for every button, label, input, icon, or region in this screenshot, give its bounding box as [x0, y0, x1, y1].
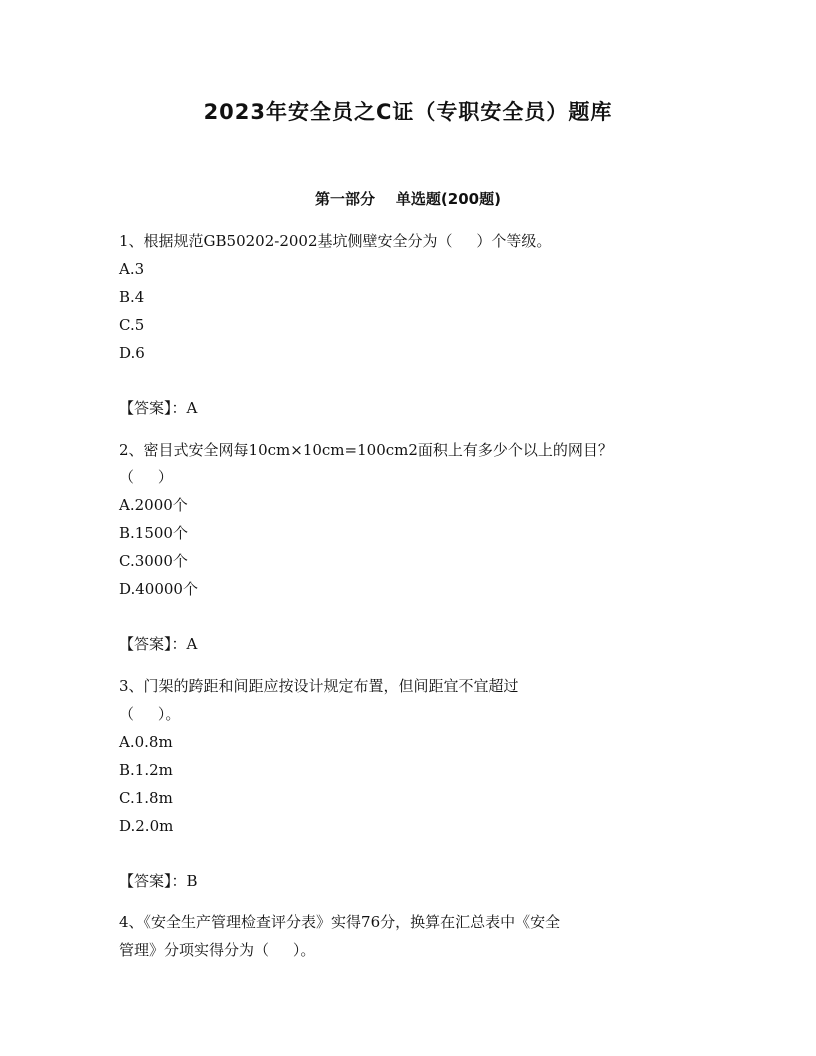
question-3-stem-line2: （ ）。 — [119, 705, 181, 723]
question-2-answer: 【答案】：A — [119, 635, 198, 653]
question-3-option-b: B.1.2m — [119, 761, 173, 779]
question-2-option-b: B.1500个 — [119, 524, 188, 542]
question-4-stem: 4、《安全生产管理检查评分表》实得76分，换算在汇总表中《安全 — [119, 913, 561, 931]
page-title: 2023年安全员之C证（专职安全员）题库 — [203, 100, 613, 124]
question-1-option-c: C.5 — [119, 316, 145, 334]
question-3-option-c: C.1.8m — [119, 789, 173, 807]
question-3-option-d: D.2.0m — [119, 817, 174, 835]
question-1-option-d: D.6 — [119, 344, 145, 362]
question-2-option-d: D.40000个 — [119, 580, 198, 598]
question-1-option-b: B.4 — [119, 288, 145, 306]
question-2-stem: 2、密目式安全网每10cm×10cm=100cm2面积上有多少个以上的网目？ — [119, 441, 613, 459]
question-3-answer: 【答案】：B — [119, 872, 198, 890]
question-1-option-a: A.3 — [119, 260, 145, 278]
section-heading: 第一部分 单选题(200题) — [315, 190, 501, 208]
question-3-stem: 3、门架的跨距和间距应按设计规定布置，但间距宜不宜超过 — [119, 677, 519, 695]
question-1-stem: 1、根据规范GB50202-2002基坑侧壁安全分为（ ）个等级。 — [119, 232, 552, 250]
question-2-option-c: C.3000个 — [119, 552, 188, 570]
question-3-option-a: A.0.8m — [119, 733, 173, 751]
question-4-stem-line2: 管理》分项实得分为（ ）。 — [119, 941, 316, 959]
question-2-option-a: A.2000个 — [119, 496, 188, 514]
question-1-answer: 【答案】：A — [119, 399, 198, 417]
question-2-stem-line2: （ ） — [119, 468, 173, 486]
